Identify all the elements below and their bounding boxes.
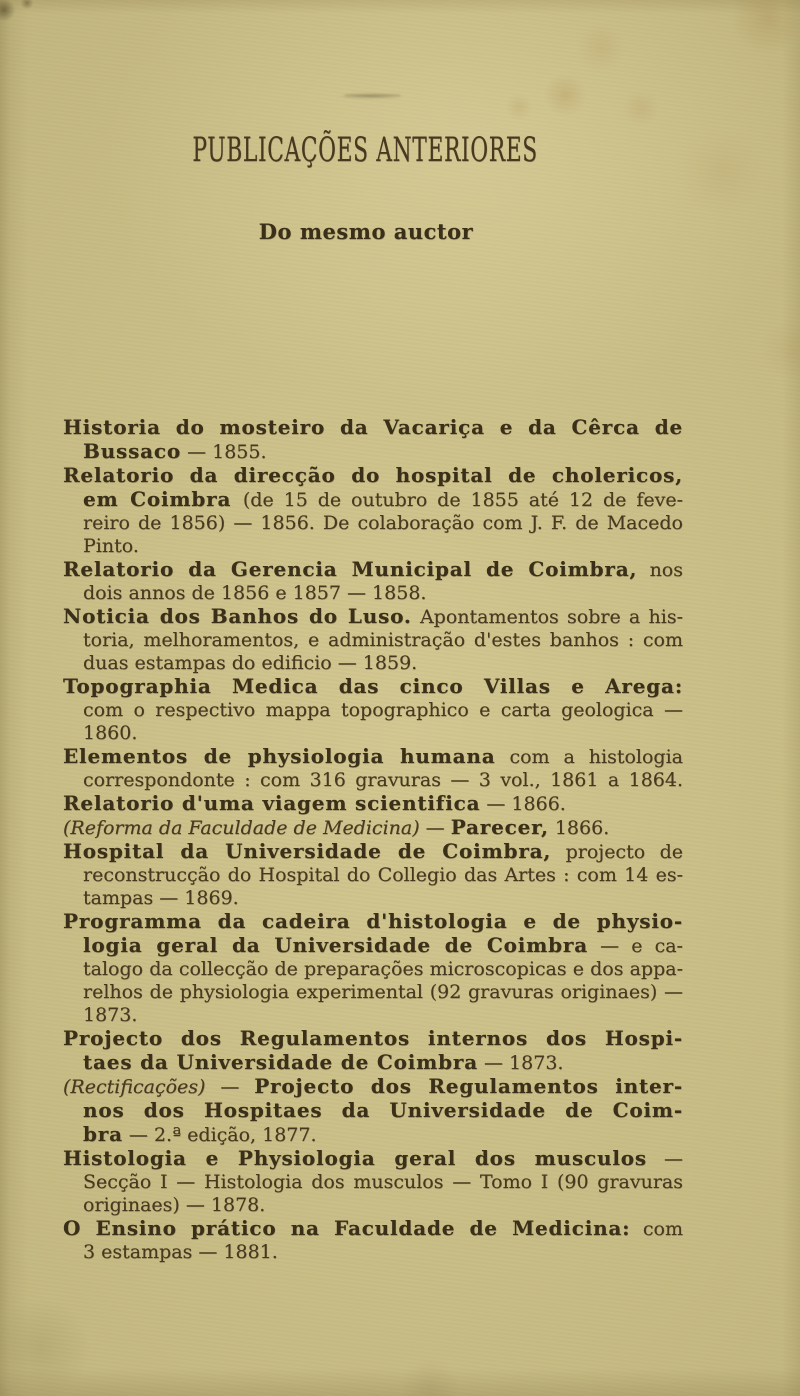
- publication-entry: [63, 675, 683, 745]
- page-title-text: PUBLICAÇÕES ANTERIORES: [192, 130, 538, 170]
- text-segment: toria, melhoramentos, e administração d'estes banhos : com: [83, 629, 683, 651]
- text-segment: — 1873.: [477, 1052, 564, 1074]
- text-segment: logia geral da Universidade de Coimbra: [83, 933, 588, 957]
- text-segment: (Reforma da Faculdade de Medicina): [63, 817, 420, 839]
- text-segment: — 1866.: [480, 793, 566, 815]
- text-segment: Elementos de physiologia humana: [63, 744, 496, 768]
- text-line: [63, 1217, 683, 1241]
- text-segment: (de 15 de outubro de 1855 até 12 de feve-: [242, 489, 683, 511]
- text-line: [63, 910, 683, 934]
- text-segment: — 2.ª edição, 1877.: [122, 1124, 317, 1146]
- publication-entry: [63, 816, 683, 840]
- text-line: [63, 864, 683, 887]
- text-line: [63, 605, 683, 629]
- text-segment: 1873.: [83, 1004, 138, 1026]
- text-segment: Relatorio da direcção do hospital de cholericos,: [63, 463, 683, 487]
- text-line: [63, 769, 683, 792]
- text-line: [63, 558, 683, 582]
- text-segment: Programma da cadeira d'histologia e de physio-: [63, 909, 683, 933]
- text-segment: — 1855.: [181, 441, 267, 463]
- text-segment: bra: [83, 1122, 123, 1146]
- text-line: [63, 1051, 683, 1075]
- text-segment: Relatorio d'uma viagem scientifica: [63, 791, 481, 815]
- text-segment: Hospital da Universidade de Coimbra,: [63, 839, 552, 863]
- text-segment: originaes) — 1878.: [83, 1194, 266, 1216]
- text-segment: nos dos Hospitaes da Universidade de Coim-: [83, 1098, 683, 1122]
- publication-entry: [63, 792, 683, 816]
- text-segment: 1866.: [548, 817, 610, 839]
- text-segment: tampas — 1869.: [83, 887, 239, 909]
- publication-entry: [63, 840, 683, 910]
- page-subtitle: Do mesmo auctor: [258, 219, 474, 244]
- text-segment: dois annos de 1856 e 1857 — 1858.: [83, 582, 427, 604]
- text-line: [63, 535, 683, 558]
- text-segment: taes da Universidade de Coimbra: [83, 1050, 478, 1074]
- text-segment: Topographia Medica das cinco Villas e Arega:: [63, 674, 683, 698]
- text-line: [63, 652, 683, 675]
- text-line: [63, 464, 683, 488]
- text-segment: Parecer,: [450, 815, 549, 839]
- text-line: [63, 816, 683, 840]
- text-segment: talogo da collecção de preparações microscopicas e dos appa-: [83, 958, 683, 980]
- publication-list: [63, 416, 683, 1264]
- publication-entry: [63, 605, 683, 675]
- publication-entry: [63, 1147, 683, 1217]
- text-segment: Pinto.: [83, 535, 139, 557]
- text-line: [63, 1075, 683, 1099]
- publication-entry: [63, 910, 683, 1027]
- text-line: [63, 1027, 683, 1051]
- text-line: [63, 699, 683, 745]
- publication-entry: [63, 416, 683, 464]
- page-title: [63, 131, 683, 169]
- text-segment: em Coimbra: [83, 487, 243, 511]
- text-line: [63, 981, 683, 1004]
- publication-entry: [63, 558, 683, 605]
- text-segment: nos: [637, 559, 683, 581]
- publication-entry: [63, 1027, 683, 1075]
- text-segment: Projecto dos Regulamentos inter-: [254, 1074, 683, 1098]
- text-line: [63, 512, 683, 535]
- text-line: [63, 416, 683, 440]
- ink-smudge: [327, 92, 415, 100]
- text-segment: Apontamentos sobre a his-: [411, 606, 683, 628]
- text-segment: reiro de 1856) — 1856. De colaboração com J. F. de Macedo: [83, 512, 683, 534]
- text-line: [63, 488, 683, 512]
- text-line: [63, 1147, 683, 1171]
- text-segment: Relatorio da Gerencia Municipal de Coimbra,: [63, 557, 638, 581]
- text-line: [63, 582, 683, 605]
- text-line: [63, 1171, 683, 1194]
- text-line: [63, 887, 683, 910]
- text-segment: —: [646, 1148, 683, 1170]
- text-segment: com a histologia: [495, 746, 683, 768]
- text-segment: com o respectivo mappa topographico e carta geologica — 1860.: [83, 699, 683, 744]
- text-segment: 3 estampas — 1881.: [83, 1241, 278, 1263]
- text-segment: O Ensino prático na Faculdade de Medicina:: [63, 1216, 631, 1240]
- publication-entry: [63, 464, 683, 558]
- text-segment: projecto de: [551, 841, 683, 863]
- publication-entry: [63, 1075, 683, 1147]
- text-line: [63, 629, 683, 652]
- text-segment: —: [205, 1076, 255, 1098]
- text-segment: — e ca-: [588, 935, 683, 957]
- text-line: [63, 1099, 683, 1123]
- text-segment: Histologia e Physiologia geral dos musculos: [63, 1146, 647, 1170]
- text-segment: Secção I — Histologia dos musculos — Tomo I (90 gravuras: [83, 1171, 683, 1193]
- text-line: [63, 1004, 683, 1027]
- publication-entry: [63, 1217, 683, 1264]
- text-line: [63, 958, 683, 981]
- text-segment: —: [419, 817, 451, 839]
- text-segment: correspondonte : com 316 gravuras — 3 vol., 1861 a 1864.: [83, 769, 683, 791]
- text-segment: Noticia dos Banhos do Luso.: [63, 604, 412, 628]
- text-segment: duas estampas do edificio — 1859.: [83, 652, 418, 674]
- text-line: [63, 934, 683, 958]
- text-segment: com: [630, 1218, 683, 1240]
- text-segment: (Rectificações): [63, 1076, 206, 1098]
- text-line: [63, 1194, 683, 1217]
- text-segment: Projecto dos Regulamentos internos dos Hospi-: [63, 1026, 683, 1050]
- text-segment: Historia do mosteiro da Vacariça e da Cêrca de: [63, 415, 683, 439]
- text-segment: reconstrucção do Hospital do Collegio das Artes : com 14 es-: [83, 864, 683, 886]
- publication-entry: [63, 745, 683, 792]
- text-line: [63, 745, 683, 769]
- text-line: [63, 675, 683, 699]
- text-line: [63, 840, 683, 864]
- text-line: [63, 792, 683, 816]
- text-line: [63, 440, 683, 464]
- text-line: [63, 1241, 683, 1264]
- text-segment: relhos de physiologia experimental (92 gravuras originaes) —: [83, 981, 683, 1003]
- text-line: [63, 1123, 683, 1147]
- text-segment: Bussaco: [83, 439, 182, 463]
